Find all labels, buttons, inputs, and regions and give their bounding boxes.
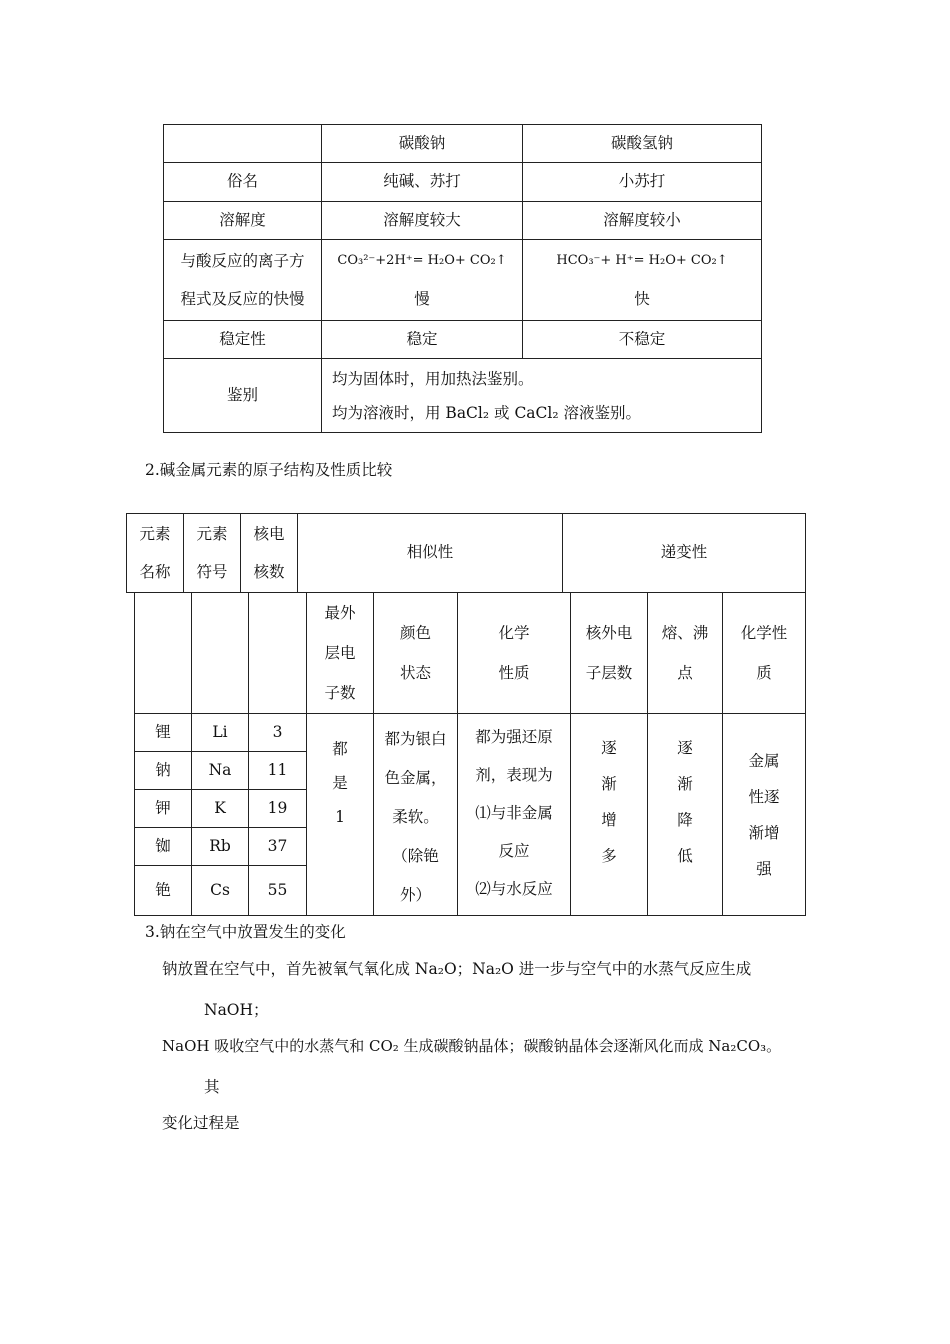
equation: CO₃²⁻+2H⁺= H₂O+ CO₂↑	[337, 253, 507, 268]
element-symbol: Cs	[192, 866, 249, 916]
header-text: 元素	[196, 525, 228, 543]
value-text: 降	[677, 811, 693, 829]
header-text: 符号	[196, 563, 228, 581]
header-text: 名称	[139, 563, 171, 581]
value-text: 渐增	[748, 823, 780, 842]
header-nahco3: 碳酸氢钠	[523, 125, 762, 163]
subheader-chemical-property	[458, 593, 571, 714]
empty-cell	[192, 593, 249, 714]
alkali-header-table	[126, 513, 806, 593]
value-text: 1	[335, 808, 345, 826]
equation: HCO₃⁻+ H⁺= H₂O+ CO₂↑	[556, 253, 728, 268]
paragraph: 变化过程是	[162, 1114, 240, 1132]
value-text: 都	[332, 740, 348, 758]
paragraph: 其	[204, 1078, 220, 1096]
row-label: 溶解度	[164, 202, 322, 240]
element-charge: 37	[249, 828, 307, 866]
subheader-text: 点	[677, 664, 693, 682]
subheader-electron-layers	[571, 593, 648, 714]
header-gradual-change: 递变性	[563, 514, 806, 593]
element-symbol: Li	[192, 714, 249, 752]
value-text: 多	[601, 847, 617, 865]
value-text: 都为银白	[384, 730, 447, 748]
value-text: ⑴与非金属	[475, 804, 553, 822]
chemical-property-value	[458, 714, 571, 916]
cell-value: 溶解度较大	[322, 202, 523, 240]
subheader-chemical-property-2	[723, 593, 806, 714]
value-text: 外）	[399, 886, 431, 904]
element-charge: 11	[249, 752, 307, 790]
cell-value: 小苏打	[523, 163, 762, 202]
value-text: 低	[677, 847, 693, 865]
value-text: 剂，表现为	[475, 766, 553, 784]
paragraph: NaOH 吸收空气中的水蒸气和 CO₂ 生成碳酸钠晶体；碳酸钠晶体会逐渐风化而成 Na₂CO₃。	[162, 1037, 782, 1055]
value-text: 色金属，	[384, 769, 447, 787]
header-empty	[164, 125, 322, 163]
element-name: 铯	[135, 866, 192, 916]
subheader-melting-boiling	[648, 593, 723, 714]
row-label: 鉴别	[164, 359, 322, 433]
value-text: 反应	[498, 842, 530, 860]
subheader-text: 子数	[324, 684, 356, 702]
element-name: 钠	[135, 752, 192, 790]
speed: 快	[634, 290, 650, 308]
subheader-text: 状态	[399, 664, 431, 682]
value-text: 强	[756, 859, 772, 878]
value-text: 逐	[601, 739, 617, 757]
element-name: 锂	[135, 714, 192, 752]
element-symbol: K	[192, 790, 249, 828]
carbonate-comparison-table	[163, 124, 762, 433]
row-label: 俗名	[164, 163, 322, 202]
subheader-text: 颜色	[399, 624, 431, 642]
section-2-title: 2.碱金属元素的原子结构及性质比较	[145, 461, 393, 479]
subheader-text: 质	[756, 664, 772, 682]
empty-cell	[135, 593, 192, 714]
identify-cell	[322, 359, 762, 433]
cell-value: 溶解度较小	[523, 202, 762, 240]
speed: 慢	[414, 290, 430, 308]
label-line: 与酸反应的离子方	[180, 252, 305, 270]
na2co3-acid-cell	[322, 240, 523, 321]
subheader-text: 化学	[498, 624, 530, 642]
subheader-text: 子层数	[585, 664, 633, 682]
subheader-text: 熔、沸	[661, 624, 709, 642]
value-text: 渐	[677, 775, 693, 793]
row-label: 稳定性	[164, 321, 322, 359]
value-text: 渐	[601, 775, 617, 793]
subheader-text: 性质	[498, 664, 530, 682]
element-charge: 55	[249, 866, 307, 916]
empty-cell	[249, 593, 307, 714]
header-element-name	[127, 514, 184, 593]
value-text: 性逐	[748, 787, 780, 806]
subheader-color-state	[374, 593, 458, 714]
identify-line: 均为固体时，用加热法鉴别。	[332, 369, 534, 388]
electron-layers-value	[571, 714, 648, 916]
header-na2co3: 碳酸钠	[322, 125, 523, 163]
value-text: 都为强还原	[475, 728, 553, 746]
color-state-value	[374, 714, 458, 916]
element-name: 铷	[135, 828, 192, 866]
cell-value: 纯碱、苏打	[322, 163, 523, 202]
element-symbol: Rb	[192, 828, 249, 866]
nahco3-acid-cell	[523, 240, 762, 321]
value-text: 柔软。	[392, 808, 439, 826]
label-line: 程式及反应的快慢	[180, 290, 305, 308]
element-symbol: Na	[192, 752, 249, 790]
value-text: 增	[601, 811, 617, 829]
value-text: 逐	[677, 739, 693, 757]
cell-value: 稳定	[322, 321, 523, 359]
header-nuclear-charge	[241, 514, 298, 593]
element-charge: 19	[249, 790, 307, 828]
cell-value: 不稳定	[523, 321, 762, 359]
outer-electrons-value	[307, 714, 374, 916]
value-text: （除铯	[392, 847, 439, 865]
header-element-symbol	[184, 514, 241, 593]
header-text: 核数	[253, 563, 285, 581]
alkali-body-table	[134, 592, 806, 916]
subheader-text: 最外	[324, 604, 356, 622]
element-charge: 3	[249, 714, 307, 752]
header-similarity: 相似性	[298, 514, 563, 593]
section-3-title: 3.钠在空气中放置发生的变化	[145, 923, 346, 941]
value-text: 金属	[748, 751, 780, 770]
identify-line: 均为溶液时，用 BaCl₂ 或 CaCl₂ 溶液鉴别。	[332, 403, 642, 422]
value-text: ⑵与水反应	[475, 880, 553, 898]
header-text: 核电	[253, 525, 285, 543]
element-name: 钾	[135, 790, 192, 828]
value-text: 是	[332, 774, 348, 792]
subheader-text: 化学性	[740, 624, 788, 642]
header-text: 元素	[139, 525, 171, 543]
subheader-text: 层电	[324, 644, 356, 662]
chemical-property-2-value	[723, 714, 806, 916]
row-label	[164, 240, 322, 321]
paragraph: 钠放置在空气中，首先被氧气氧化成 Na₂O；Na₂O 进一步与空气中的水蒸气反应生成	[162, 960, 752, 978]
melting-boiling-value	[648, 714, 723, 916]
subheader-outer-electrons	[307, 593, 374, 714]
subheader-text: 核外电	[585, 624, 633, 642]
paragraph: NaOH；	[204, 1001, 269, 1019]
